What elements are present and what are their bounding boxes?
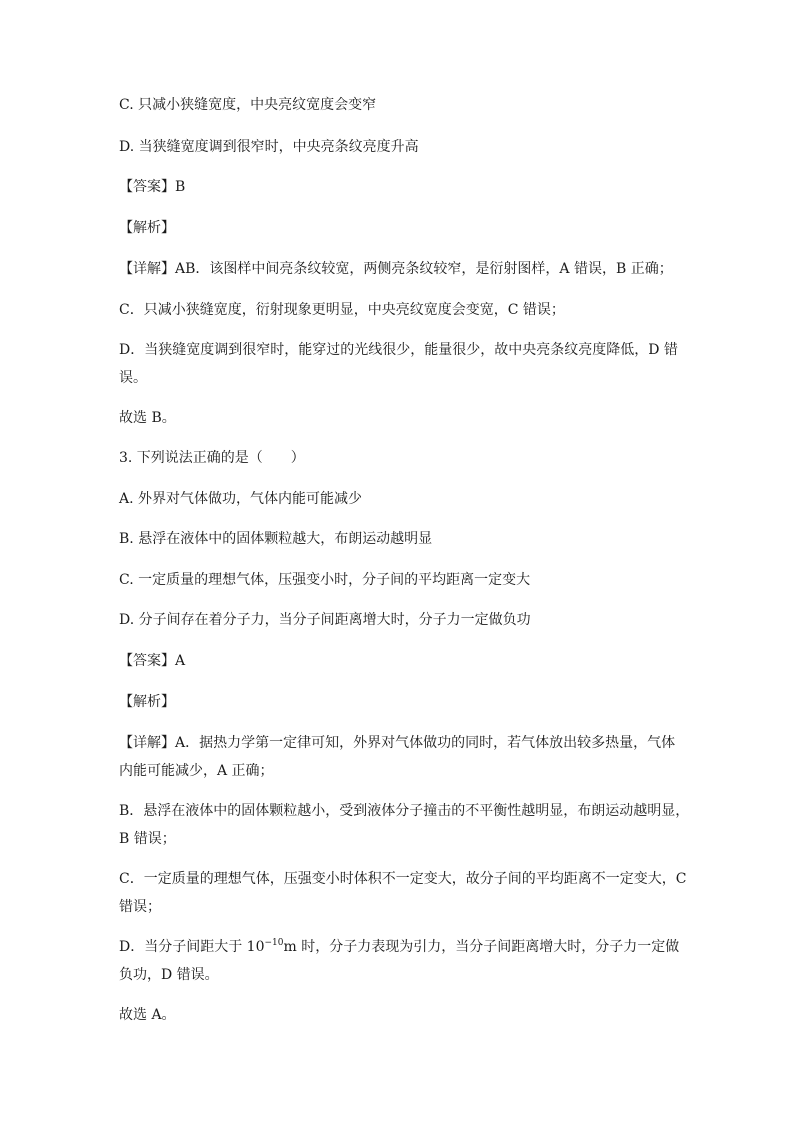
q3-detail-d-suffix: m 时，分子力表现为引力，当分子间距离增大时，分子力一定做: [283, 939, 680, 955]
q2-option-c: C. 只减小狭缝宽度，中央亮纹宽度会变窄: [119, 97, 377, 113]
q2-detail-d-line2: 误。: [119, 370, 147, 386]
q3-option-b: B. 悬浮在液体中的固体颗粒越大，布朗运动越明显: [119, 531, 433, 547]
q3-option-d: D. 分子间存在着分子力，当分子间距离增大时，分子力一定做负功: [119, 612, 531, 628]
q3-detail-b-line1: B．悬浮在液体中的固体颗粒越小，受到液体分子撞击的不平衡性越明显，布朗运动越明显，: [119, 803, 690, 819]
q3-detail-a-line2: 内能可能减少，A 正确；: [119, 763, 274, 779]
q3-detail-d-prefix: D．当分子间距大于 10: [119, 939, 265, 955]
q3-detail-d-line1: [119, 938, 679, 956]
q3-option-c: C. 一定质量的理想气体，压强变小时，分子间的平均距离一定变大: [119, 572, 531, 588]
q2-analysis-heading: 【解析】: [119, 220, 175, 236]
q2-detail-c: C．只减小狭缝宽度，衍射现象更明显，中央亮纹宽度会变宽，C 错误；: [119, 302, 565, 318]
q3-detail-d-exponent: −10: [264, 938, 284, 948]
q3-conclusion: 故选 A。: [119, 1007, 176, 1023]
q3-answer: 【答案】A: [119, 653, 186, 669]
q3-detail-c-line2: 错误；: [119, 899, 161, 915]
q2-detail-ab: 【详解】AB．该图样中间亮条纹较宽，两侧亮条纹较窄，是衍射图样，A 错误，B 正确；: [119, 261, 673, 277]
q3-detail-c-line1: C．一定质量的理想气体，压强变小时体积不一定变大，故分子间的平均距离不一定变大，C: [119, 871, 687, 887]
q3-detail-b-line2: B 错误；: [119, 831, 176, 847]
q3-detail-a-line1: 【详解】A．据热力学第一定律可知，外界对气体做功的同时，若气体放出较多热量，气体: [119, 735, 676, 751]
q2-detail-d-line1: D．当狭缝宽度调到很窄时，能穿过的光线很少，能量很少，故中央亮条纹亮度降低，D 错: [119, 342, 678, 358]
q3-detail-d-line2: 负功，D 错误。: [119, 967, 219, 983]
q3-option-a: A. 外界对气体做功，气体内能可能减少: [119, 491, 363, 507]
q2-conclusion: 故选 B。: [119, 410, 176, 426]
q2-option-d: D. 当狭缝宽度调到很窄时，中央亮条纹亮度升高: [119, 139, 419, 155]
q3-question: 3. 下列说法正确的是（ ）: [119, 450, 305, 466]
q2-answer: 【答案】B: [119, 179, 186, 195]
q3-analysis-heading: 【解析】: [119, 694, 175, 710]
